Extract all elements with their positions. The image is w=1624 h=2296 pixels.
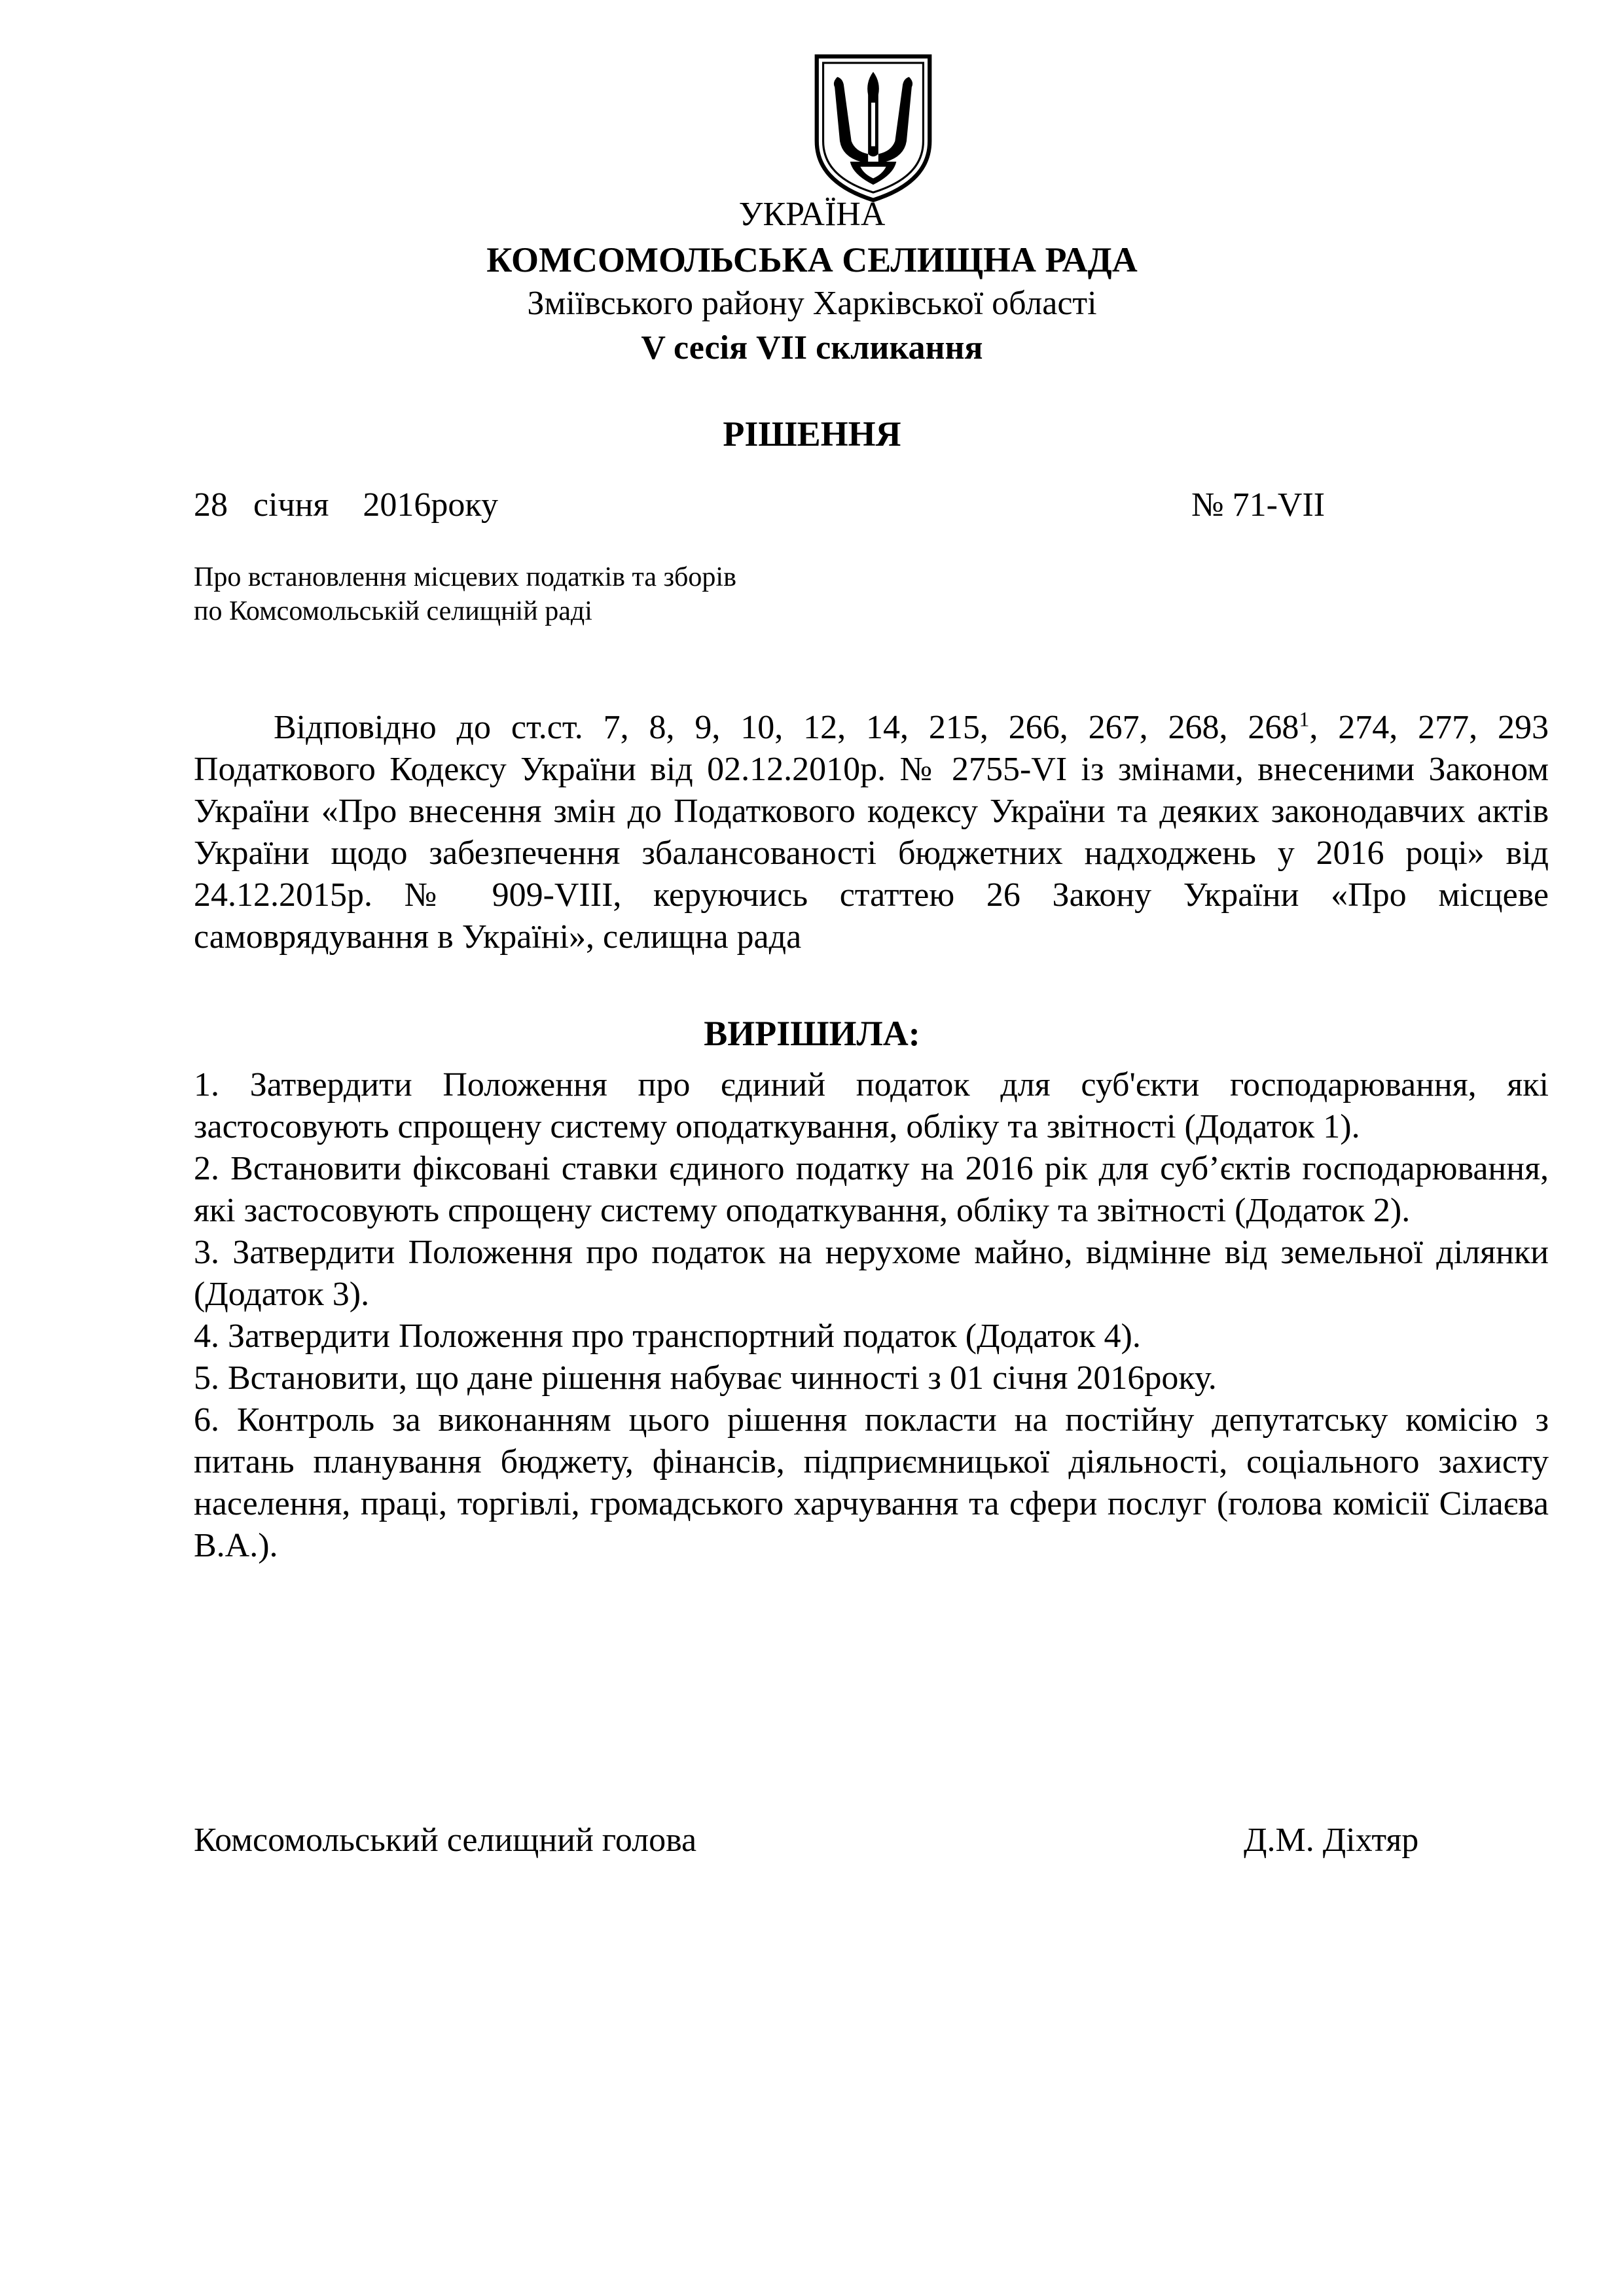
decision-list: [194, 1064, 1549, 1567]
region-name: Зміївського району Харківської області: [527, 285, 1097, 322]
council-name: КОМСОМОЛЬСЬКА СЕЛИЩНА РАДА: [486, 240, 1138, 279]
document-title: РІШЕННЯ: [723, 414, 901, 454]
subject-line: Про встановлення місцевих податків та зборів: [194, 562, 736, 592]
decision-item: 4. Затвердити Положення про транспортний податок (Додаток 4).: [194, 1318, 1141, 1355]
session-name: V сесія VII скликання: [641, 329, 983, 367]
signer-title: Комсомольський селищний голова: [194, 1821, 697, 1859]
document-subject: [194, 560, 736, 628]
decision-heading: ВИРІШИЛА:: [704, 1014, 920, 1053]
preamble-text: Відповідно до ст.ст. 7, 8, 9, 10, 12, 14, 215, 266, 267, 268, 268: [274, 709, 1299, 746]
preamble-text-continued: , 274, 277, 293 Податкового Кодексу України від 02.12.2010р. № 2755-VI із змінами, внесеними Законом України «Про внесення змін до Податкового кодексу України та деяких законодавчих актів України щодо забезпечення збалансованості бюджетних надходжень у 2016 році» від 24.12.2015р. № 909-VIII, керуючись статтею 26 Закону України «Про місцеве самоврядування в Україні», селищна рада: [194, 709, 1549, 956]
preamble-paragraph: [194, 707, 1549, 958]
subject-line: по Комсомольській селищній раді: [194, 596, 592, 626]
document-date: 28 січня 2016року: [194, 486, 498, 524]
signer-name: Д.М. Діхтяр: [1244, 1821, 1419, 1859]
decision-item: 3. Затвердити Положення про податок на нерухоме майно, відмінне від земельної ділянки (Додаток 3).: [194, 1234, 1549, 1313]
decision-item: 6. Контроль за виконанням цього рішення покласти на постійну депутатську комісію з питань планування бюджету, фінансів, підприємницької діяльності, соціального захисту населення, праці, торгівлі, громадського харчування та сфери послуг (голова комісії Сілаєва В.А.).: [194, 1401, 1549, 1564]
decision-item: 1. Затвердити Положення про єдиний податок для суб'єкти господарювання, які застосовують спрощену систему оподаткування, обліку та звітності (Додаток 1).: [194, 1066, 1549, 1145]
decision-item: 2. Встановити фіксовані ставки єдиного податку на 2016 рік для суб’єктів господарювання, які застосовують спрощену систему оподаткування, обліку та звітності (Додаток 2).: [194, 1150, 1549, 1229]
document-number: № 71-VII: [1191, 486, 1326, 524]
coat-of-arms-trident-icon: [809, 51, 937, 206]
country-name: УКРАЇНА: [738, 196, 886, 233]
preamble-superscript: 1: [1299, 707, 1310, 731]
decision-item: 5. Встановити, що дане рішення набуває чинності з 01 січня 2016року.: [194, 1359, 1217, 1397]
